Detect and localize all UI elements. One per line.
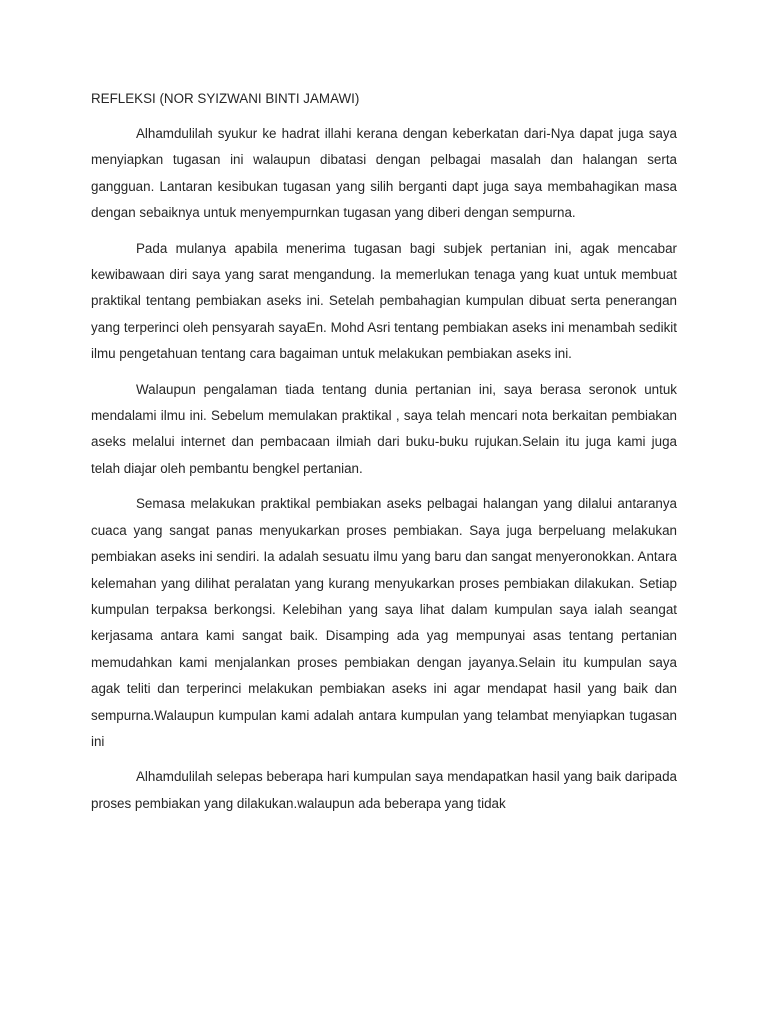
- paragraph-4: Semasa melakukan praktikal pembiakan aseks pelbagai halangan yang dilalui antaranya cuaca yang sangat panas menyukarkan proses pembiakan. Saya juga berpeluang melakukan pembiakan aseks ini sendiri. Ia adalah sesuatu ilmu yang baru dan sangat menyeronokkan. Antara kelemahan yang dilihat peralatan yang kurang menyukarkan proses pembiakan dilakukan. Setiap kumpulan terpaksa berkongsi. Kelebihan yang saya lihat dalam kumpulan saya ialah seangat kerjasama antara kami sangat baik. Disamping ada yag mempunyai asas tentang pertanian memudahkan kami menjalankan proses pembiakan dengan jayanya.Selain itu kumpulan saya agak teliti dan terperinci melakukan pembiakan aseks ini agar mendapat hasil yang baik dan sempurna.Walaupun kumpulan kami adalah antara kumpulan yang telambat menyiapkan tugasan ini: [91, 496, 677, 749]
- document-page: [91, 86, 677, 826]
- paragraph-3: Walaupun pengalaman tiada tentang dunia pertanian ini, saya berasa seronok untuk mendalami ilmu ini. Sebelum memulakan praktikal , saya telah mencari nota berkaitan pembiakan aseks melalui internet dan pembacaan ilmiah dari buku-buku rujukan.Selain itu juga kami juga telah diajar oleh pembantu bengkel pertanian.: [91, 381, 677, 476]
- document-title: REFLEKSI (NOR SYIZWANI BINTI JAMAWI): [91, 91, 360, 106]
- paragraph-5: Alhamdulilah selepas beberapa hari kumpulan saya mendapatkan hasil yang baik daripada proses pembiakan yang dilakukan.walaupun ada beberapa yang tidak: [91, 769, 677, 811]
- paragraph-2: Pada mulanya apabila menerima tugasan bagi subjek pertanian ini, agak mencabar kewibawaan diri saya yang sarat mengandung. Ia memerlukan tenaga yang kuat untuk membuat praktikal tentang pembiakan aseks ini. Setelah pembahagian kumpulan dibuat serta penerangan yang terperinci oleh pensyarah sayaEn. Mohd Asri tentang pembiakan aseks ini menambah sedikit ilmu pengetahuan tentang cara bagaiman untuk melakukan pembiakan aseks ini.: [91, 240, 677, 362]
- paragraph-1: Alhamdulilah syukur ke hadrat illahi kerana dengan keberkatan dari-Nya dapat juga saya menyiapkan tugasan ini walaupun dibatasi dengan pelbagai masalah dan halangan serta gangguan. Lantaran kesibukan tugasan yang silih berganti dapt juga saya membahagikan masa dengan sebaiknya untuk menyempurnkan tugasan yang diberi dengan sempurna.: [91, 126, 677, 221]
